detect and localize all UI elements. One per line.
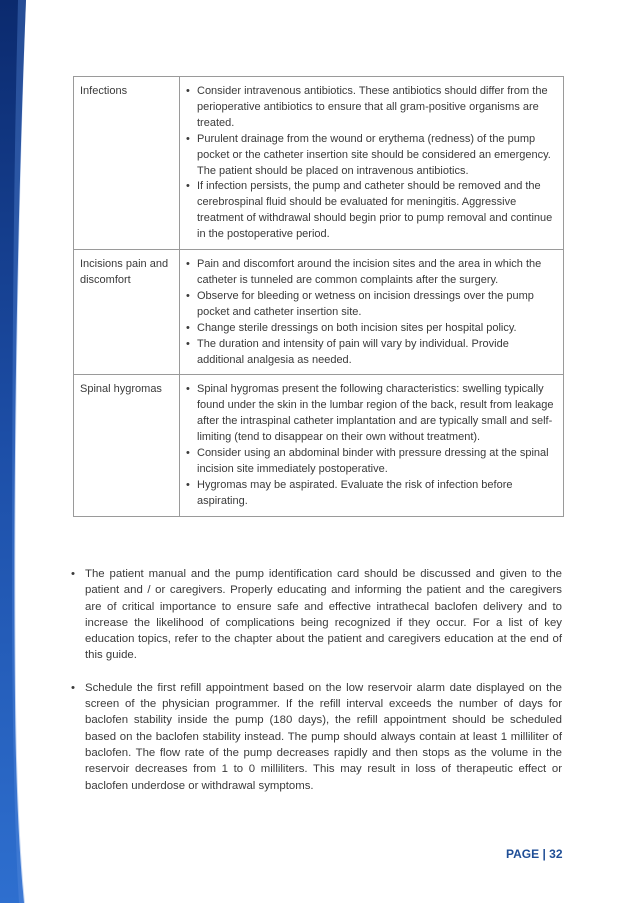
action-item: • Consider using an abdominal binder with pressure dressing at the spinal incision site immediately postoperative. xyxy=(185,446,557,478)
page-number: PAGE | 32 xyxy=(506,847,563,861)
action-item: • The duration and intensity of pain will vary by individual. Provide additional analgesia as needed. xyxy=(185,337,557,369)
decorative-side-stripe xyxy=(0,0,32,903)
bullet-icon: • xyxy=(71,568,75,580)
actions-cell xyxy=(180,77,564,250)
action-item: • If infection persists, the pump and catheter should be removed and the cerebrospinal fluid should be evaluated for meningitis. Aggressive treatment of withdrawal should begin prior to pump removal and continue in the postoperative period. xyxy=(185,179,557,243)
action-item: • Hygromas may be aspirated. Evaluate the risk of infection before aspirating. xyxy=(185,478,557,510)
table-row xyxy=(74,375,564,516)
paragraph-text: Schedule the first refill appointment based on the low reservoir alarm date displayed on the screen of the physician programmer. If the refill interval exceeds the number of days for baclofen stability inside the pump (180 days), the refill appointment should be scheduled based on the baclofen stability instead. The pump should always contain at least 1 milliliter of baclofen. The flow rate of the pump decreases rapidly and then stops as the volume in the reservoir decreases from 1 to 0 milliliters. This may result in loss of therapeutic effect or baclofen underdose or withdrawal symptoms. xyxy=(85,681,562,792)
guidance-paragraphs xyxy=(68,566,562,810)
action-item: • Change sterile dressings on both incision sites per hospital policy. xyxy=(185,321,557,337)
action-item: • Pain and discomfort around the incision sites and the area in which the catheter is tunneled are common complaints after the surgery. xyxy=(185,257,557,289)
paragraph-text: The patient manual and the pump identification card should be discussed and given to the patient and / or caregivers. Properly educating and informing the patient and the caregivers are of critical importance to ensure safe and effective intrathecal baclofen delivery and to increase the likelihood of complications being recognized if they occur. For a list of key education topics, refer to the chapter about the patient and caregivers education at the end of this guide. xyxy=(85,568,562,662)
issue-cell: Infections xyxy=(74,77,180,250)
action-list xyxy=(185,84,557,243)
table-row xyxy=(74,77,564,250)
action-item: • Purulent drainage from the wound or erythema (redness) of the pump pocket or the catheter insertion site should be considered an emergency. The patient should be placed on intravenous antibiotics. xyxy=(185,132,557,180)
table-row xyxy=(74,250,564,375)
action-item: • Spinal hygromas present the following characteristics: swelling typically found under the skin in the lumbar region of the back, result from leakage after the intraspinal catheter implantation and are typically small and self-limiting (tend to disappear on their own without treatment). xyxy=(185,382,557,446)
issue-cell: Spinal hygromas xyxy=(74,375,180,516)
bullet-paragraph xyxy=(68,566,562,664)
action-item: • Observe for bleeding or wetness on incision dressings over the pump pocket and catheter insertion site. xyxy=(185,289,557,321)
complications-table xyxy=(73,76,564,517)
action-item: • Consider intravenous antibiotics. These antibiotics should differ from the perioperative antibiotics to ensure that all gram-positive organisms are treated. xyxy=(185,84,557,132)
issue-cell: Incisions pain and discomfort xyxy=(74,250,180,375)
action-list xyxy=(185,257,557,368)
bullet-paragraph xyxy=(68,680,562,794)
actions-cell xyxy=(180,375,564,516)
action-list xyxy=(185,382,557,509)
actions-cell xyxy=(180,250,564,375)
bullet-icon: • xyxy=(71,681,75,694)
